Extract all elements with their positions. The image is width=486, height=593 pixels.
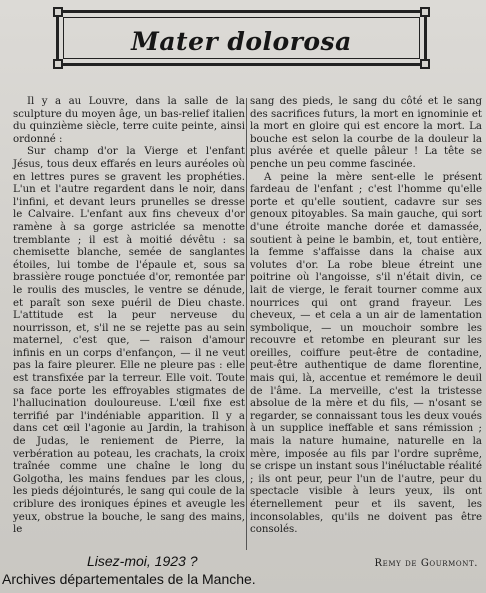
frame-corner-ornament xyxy=(420,7,430,17)
title-frame xyxy=(56,10,427,66)
paragraph: Il y a au Louvre, dans la salle de la sculpture du moyen âge, un bas-relief italien du quinzième siècle, terre cuite peinte, ainsi ordonné : xyxy=(13,96,245,145)
paragraph: A peine la mère sent-elle le présent fardeau de l'enfant ; c'est l'homme qu'elle porte et qu'elle soutient, cadavre sur ses genoux pitoyables. Sa main gauche, qui sort d'une étroite manche dorée et damassée, soutient à peine le bambin, et, tout entière, la femme s'affaisse dans la chaise aux volutes d'or. La robe bleue étreint une poitrine où l'angoisse, s'il n'était divin, ce lait de vierge, le ferait tourner comme aux nourrices qui ont grand frayeur. Les cheveux, — et cela a un air de lamentation symbolique, — un mouchoir sombre les recouvre et retombe en pleurant sur les oreilles, coiffure peut-être de contadine, peut-être authentique de dame florentine, mais qui, là, accentue et remémore le deuil de l'âme. La merveille, c'est la tristesse absolue de la mère et du fils, — n'osant se regarder, se connaissant tous les deux voués à un supplice ineffable et sans rémission ; mais la nature humaine, naturelle en la mère, imposée au fils par l'ordre suprême, se crispe un instant sous l'inéluctable réalité ; ils ont peur, peur l'un de l'autre, peur du spectacle visible à leurs yeux, ils ont éternellement peur et ils savent, les inconsolables, qu'ils ne doivent pas être consolés. xyxy=(250,171,482,536)
frame-corner-ornament xyxy=(53,59,63,69)
paragraph: Sur champ d'or la Vierge et l'enfant Jésus, tous deux effarés en leurs auréoles où en lettres pures se gravent les prophéties. L'un et l'autre regardent dans le noir, dans l'infini, et devant leurs prunelles se dresse le Calvaire. L'enfant aux fins cheveux d'or ramène à sa gorge astriclée sa menotte tremblante ; il est à moitié dévêtu : sa chemisette blanche, semée de sanglantes étoiles, lui tombe de l'épaule et, sous sa brassière rouge ponctuée d'or, remontée par le roulis des muscles, le ventre se dénude, et paraît son sexe puéril de Dieu chaste. L'attitude est la peur nerveuse du nourrisson, et, s'il ne se rejette pas au sein maternel, c'est que, — raison d'amour infinis en un corps d'enfançon, — il ne veut pas la faire pleurer. Elle ne pleure pas : elle est transfixée par la terreur. Elle voit. Toute sa face porte les effroyables stigmates de l'hallucination douloureuse. L'œil fixe est terrifié par l'indéniable apparition. Il y a dans cet œil l'agonie au Jardin, la trahison de Judas, le reniement de Pierre, la verbération au poteau, les crachats, la croix traînée comme une chaîne le long du Golgotha, les mains fendues par les clous, les pieds déjointurés, le sang qui coule de la criblure des ironiques épines et aveugle les yeux, obstrue la bouche, le sang des mains, le xyxy=(13,146,245,536)
source-caption: Lisez-moi, 1923 ? xyxy=(87,553,198,569)
article-title: Mater dolorosa xyxy=(131,27,352,56)
author-signature: Remy de Gourmont. xyxy=(374,558,478,569)
archive-caption: Archives départementales de la Manche. xyxy=(2,571,256,587)
column-divider xyxy=(246,98,247,550)
right-column xyxy=(250,96,482,537)
frame-corner-ornament xyxy=(420,59,430,69)
frame-corner-ornament xyxy=(53,7,63,17)
paragraph: sang des pieds, le sang du côté et le sang des sacrifices futurs, la mort en ignominie et la mort en gloire qui est encore la mort. La bouche est selon la courbe de la douleur la plus avérée et quelle pâleur ! La tête se penche un peu comme fascinée. xyxy=(250,96,482,170)
left-column xyxy=(13,96,245,537)
